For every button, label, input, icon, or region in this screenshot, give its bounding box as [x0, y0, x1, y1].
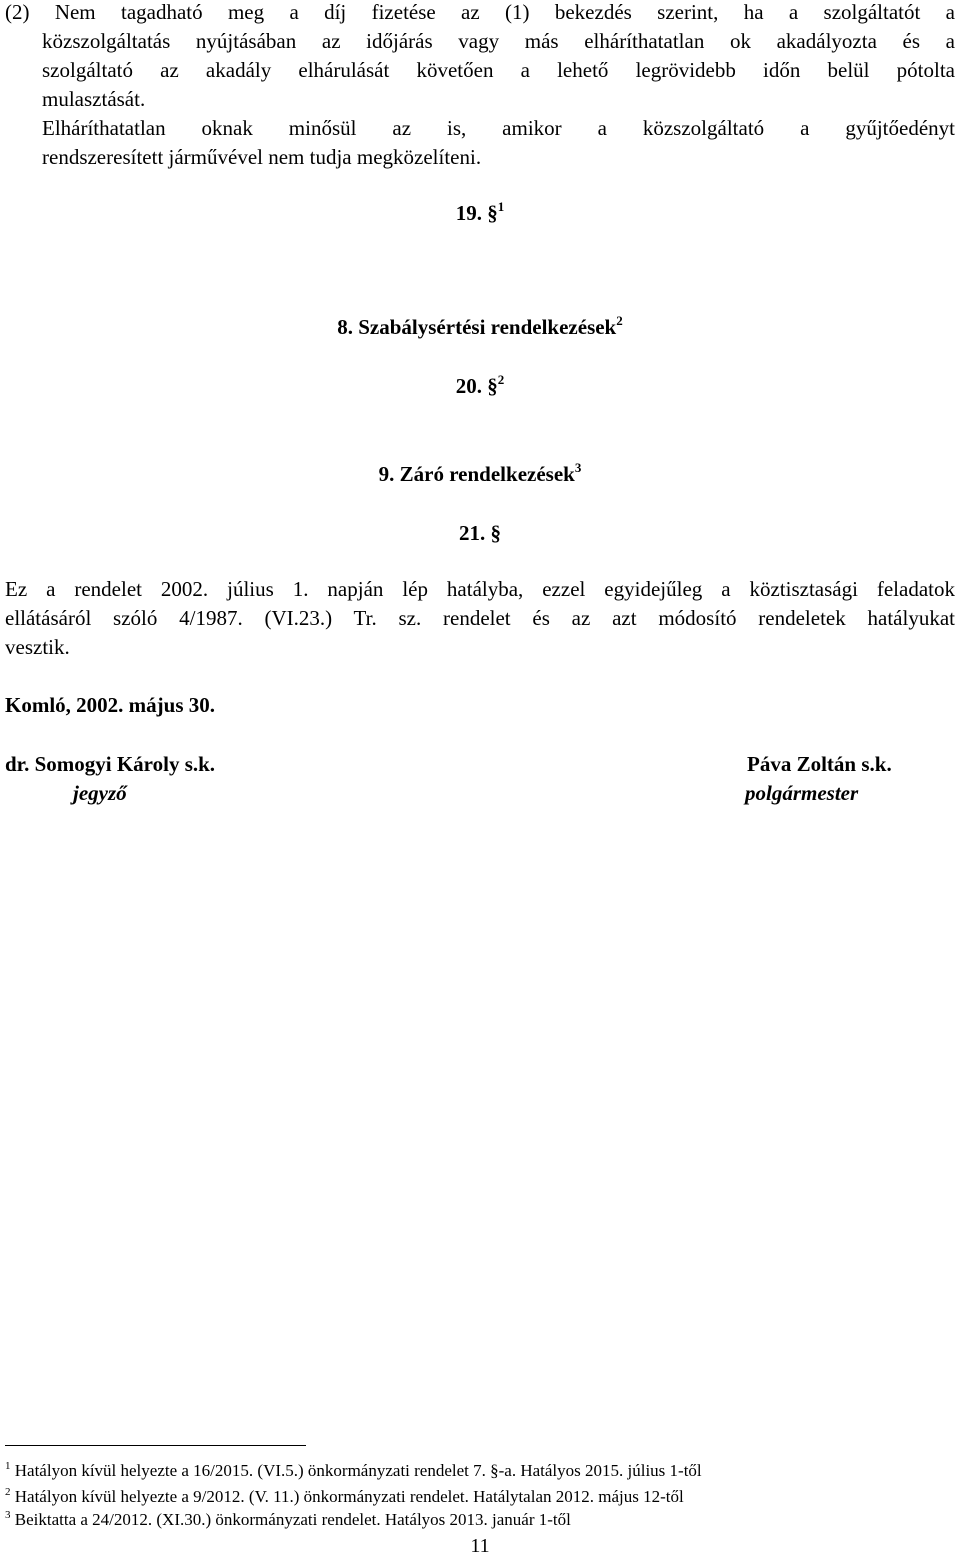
footnote-text: Hatályon kívül helyezte a 16/2015. (VI.5.) önkormányzati rendelet 7. §-a. Hatályos 2015. július 1-től — [14, 1461, 702, 1480]
paragraph-2-line-6: rendszeresített járművével nem tudja megközelíteni. — [42, 145, 482, 169]
section-19-heading — [0, 201, 960, 225]
footnote-ref[interactable]: 2 — [497, 372, 505, 387]
footnote-ref[interactable]: 2 — [616, 313, 623, 328]
footnote-number: 3 — [5, 1509, 11, 1521]
paragraph-2-line-1: (2) Nem tagadható meg a díj fizetése az (1) bekezdés szerint, ha a szolgáltatót a — [5, 0, 955, 24]
footnote-text: Hatályon kívül helyezte a 9/2012. (V. 11.) önkormányzati rendelet. Hatálytalan 2012. május 12-től — [14, 1487, 684, 1506]
paragraph-2-line-2: közszolgáltatás nyújtásában az időjárás vagy más elháríthatatlan ok akadályozta és a — [42, 29, 955, 53]
paragraph-2-line-3: szolgáltató az akadály elhárulását követően a lehető legrövidebb időn belül pótolta — [42, 58, 955, 82]
closing-line-2: ellátásáról szóló 4/1987. (VI.23.) Tr. sz. rendelet és az azt módosító rendeletek hatályukat — [5, 606, 955, 630]
chapter-9-heading — [0, 462, 960, 486]
footnote-ref[interactable]: 1 — [497, 199, 505, 214]
paragraph-2-line-5: Elháríthatatlan oknak minősül az is, amikor a közszolgáltató a gyűjtőedényt — [42, 116, 955, 140]
closing-line-3: vesztik. — [5, 635, 70, 659]
footnote-ref[interactable]: 3 — [574, 460, 582, 475]
section-20-label: 20. § — [455, 374, 498, 398]
paragraph-2-line-4: mulasztását. — [42, 87, 146, 111]
footnote-3 — [5, 1510, 571, 1530]
footnote-1 — [5, 1461, 702, 1481]
section-21-label: 21. § — [459, 521, 501, 545]
signatory-right-name: Páva Zoltán s.k. — [747, 752, 892, 776]
signatory-left-name: dr. Somogyi Károly s.k. — [5, 752, 216, 776]
footnote-separator — [5, 1445, 306, 1446]
place-date: Komló, 2002. május 30. — [5, 693, 215, 717]
closing-line-1: Ez a rendelet 2002. július 1. napján lép hatályba, ezzel egyidejűleg a köztisztasági feladatok — [5, 577, 955, 601]
footnote-text: Beiktatta a 24/2012. (XI.30.) önkormányzati rendelet. Hatályos 2013. január 1-től — [14, 1510, 571, 1529]
footnote-number: 1 — [5, 1460, 11, 1472]
signatory-right-title: polgármester — [745, 781, 859, 805]
chapter-8-heading — [0, 315, 960, 339]
section-19-label: 19. § — [455, 201, 498, 225]
chapter-9-title: 9. Záró rendelkezések — [378, 462, 575, 486]
section-20-heading — [0, 374, 960, 398]
footnote-2 — [5, 1487, 684, 1507]
chapter-8-title: 8. Szabálysértési rendelkezések — [337, 315, 617, 339]
page-number: 11 — [470, 1535, 490, 1557]
footnote-number: 2 — [5, 1486, 11, 1498]
section-21-heading — [0, 521, 960, 545]
signatory-left-title: jegyző — [73, 781, 127, 805]
